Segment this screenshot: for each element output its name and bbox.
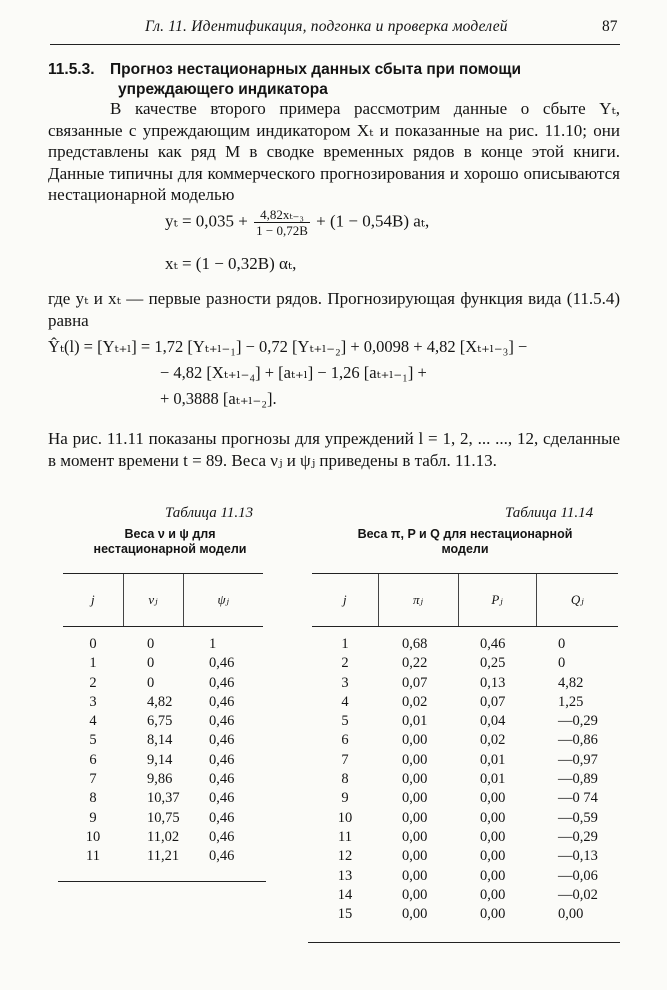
table-11-13-row <box>63 712 263 731</box>
table-11-13-cell: 0,46 <box>209 771 235 788</box>
table-11-13-header-cell: νⱼ <box>123 574 183 627</box>
table-11-13-cell: 0 <box>89 636 97 652</box>
table-11-14-cell: 0,46 <box>480 636 506 652</box>
table-11-13-title-line2: нестационарной модели <box>93 542 247 556</box>
table-11-13-cell: 11,02 <box>147 828 180 845</box>
table-11-14-cell: —0 74 <box>558 790 598 807</box>
table-11-14-cell: 0,02 <box>402 693 428 710</box>
table-11-13-header-cell: ψⱼ <box>183 574 263 627</box>
table-11-13-cell: 8,14 <box>147 732 173 749</box>
table-11-13-row <box>63 654 263 673</box>
table-11-13-row <box>63 847 263 866</box>
table-11-13-cell: 0 <box>147 636 155 652</box>
table-11-14-cell: 7 <box>341 751 349 768</box>
table-11-13-cell: 0,46 <box>209 751 235 768</box>
table-11-14-header-row <box>312 574 618 627</box>
forecast-equation-line1: Ŷₜ(l) = [Yₜ₊ₗ] = 1,72 [Yₜ₊ₗ₋₁] − 0,72 [Yₜ₊ₗ₋₂] + 0,0098 + 4,82 [Xₜ₊ₗ₋₃] − <box>48 337 528 356</box>
page-number: 87 <box>602 18 618 35</box>
table-11-14-cell: 0,07 <box>402 674 428 691</box>
model-equation-1 <box>165 207 429 238</box>
table-11-14-cell: —0,97 <box>558 751 598 768</box>
table-11-14-cell: 0,22 <box>402 655 428 672</box>
eq1-lhs: yₜ = 0,035 + <box>165 211 248 231</box>
table-11-14-cell: 8 <box>341 771 349 788</box>
table-11-14-row <box>312 789 618 808</box>
table-11-14-cell: 6 <box>341 732 349 749</box>
table-11-14-header-cell: j <box>312 574 378 627</box>
table-11-14-cell: 13 <box>337 867 353 884</box>
eq1-fraction <box>254 207 310 238</box>
table-11-14-cell: 0,00 <box>558 906 584 923</box>
section-title-line1: Прогноз нестационарных данных сбыта при помощи <box>110 61 521 78</box>
table-11-14-row <box>312 712 618 731</box>
table-11-14-header-cell: Pⱼ <box>458 574 536 627</box>
table-11-13-cell: 0,46 <box>209 809 235 826</box>
table-11-13-cell: 0,46 <box>209 693 235 710</box>
table-11-13-cell: 11,21 <box>147 848 180 865</box>
paragraph-forecasts-text: На рис. 11.11 показаны прогнозы для упреждений l = 1, 2, ... ..., 12, сделанные в момент времени t = 89. Веса νⱼ и ψⱼ приведены в табл. 11.13. <box>48 429 620 470</box>
table-11-13 <box>63 573 263 867</box>
table-11-13-cell: 0,46 <box>209 732 235 749</box>
table-11-13-header-row <box>63 574 263 627</box>
table-11-13-row <box>63 770 263 789</box>
table-11-13-row <box>63 731 263 750</box>
table-11-13-row <box>63 751 263 770</box>
table-11-13-cell: 1 <box>209 636 217 652</box>
table-11-14-cell: 1 <box>341 636 349 652</box>
table-11-14-cell: 0,00 <box>402 732 428 749</box>
table-11-14-row <box>312 674 618 693</box>
table-11-13-caption: Таблица 11.13 <box>165 505 254 521</box>
table-11-14-title-line1: Веса π, P и Q для нестационарной <box>357 527 573 541</box>
table-11-14-cell: 0,01 <box>402 713 428 730</box>
table-11-13-cell: 0,46 <box>209 713 235 730</box>
table-11-14-cell: 0,01 <box>480 751 506 768</box>
table-11-14-cell: 0,00 <box>480 809 506 826</box>
table-11-14-cell: —0,29 <box>558 713 598 730</box>
table-11-14-row <box>312 654 618 673</box>
table-11-13-cell: 6,75 <box>147 713 173 730</box>
table-11-14-row <box>312 828 618 847</box>
forecast-equation-line3: + 0,3888 [aₜ₊ₗ₋₂]. <box>160 389 277 408</box>
table-11-13-title <box>55 527 285 557</box>
table-11-14-row <box>312 693 618 712</box>
table-11-14-cell: 0,07 <box>480 693 506 710</box>
table-11-13-cell: 0,46 <box>209 790 235 807</box>
table-11-14-cell: 0,00 <box>480 886 506 903</box>
table-11-14-cell: 0,02 <box>480 732 506 749</box>
table-11-13-cell: 4 <box>89 713 97 730</box>
table-11-14-cell: —0,13 <box>558 848 598 865</box>
table-11-13-bottom-rule <box>58 881 266 882</box>
table-11-14-cell: 14 <box>337 886 353 903</box>
table-11-14-cell: 12 <box>337 848 353 865</box>
table-11-13-cell: 11 <box>86 848 100 865</box>
table-11-14-row <box>312 751 618 770</box>
table-11-14-row <box>312 847 618 866</box>
table-11-14-cell: 0,00 <box>402 867 428 884</box>
table-11-14-cell: 0 <box>558 655 566 672</box>
table-11-13-cell: 2 <box>89 674 97 691</box>
table-11-14-row <box>312 867 618 886</box>
table-11-13-row <box>63 635 263 654</box>
table-11-14-cell: 0,00 <box>480 848 506 865</box>
table-11-14-cell: 0,00 <box>480 906 506 923</box>
table-11-14-cell: 0,00 <box>402 848 428 865</box>
eq1-fraction-denominator: 1 − 0,72B <box>256 223 308 238</box>
table-11-14-cell: 0,00 <box>402 886 428 903</box>
paragraph-forecasts <box>48 428 620 471</box>
table-11-14-row <box>312 731 618 750</box>
table-11-13-cell: 10,37 <box>147 790 180 807</box>
table-11-13-cell: 0,46 <box>209 674 235 691</box>
running-header-title: Гл. 11. Идентификация, подгонка и проверка моделей <box>145 18 508 35</box>
table-11-14-cell: 0,00 <box>402 751 428 768</box>
table-11-14-cell: 11 <box>338 828 352 845</box>
table-11-14-caption: Таблица 11.14 <box>505 505 594 521</box>
table-11-14-cell: 0,13 <box>480 674 506 691</box>
table-11-14-cell: 9 <box>341 790 349 807</box>
table-11-13-row <box>63 828 263 847</box>
table-11-13-cell: 10 <box>85 828 101 845</box>
table-11-14-cell: 4,82 <box>558 674 584 691</box>
table-11-14-spacer-row <box>312 627 618 636</box>
eq1-rest: + (1 − 0,54B) aₜ, <box>316 211 430 231</box>
table-11-14-cell: 0,00 <box>402 771 428 788</box>
table-11-13-row <box>63 693 263 712</box>
section-number: 11.5.3. <box>48 61 95 78</box>
table-11-13-cell: 5 <box>89 732 97 749</box>
table-11-14-row <box>312 635 618 654</box>
table-11-14-cell: —0,29 <box>558 828 598 845</box>
table-11-14-bottom-rule <box>308 942 620 943</box>
paragraph-intro-text: В качестве второго примера рассмотрим данные о сбыте Yₜ, связанные с упреждающим индикатором Xₜ и показанные на рис. 11.10; они представлены как ряд M в сводке временных рядов в конце этой книги. Данные типичны для коммерческого прогнозирования и хорошо описываются нестационарной моделью <box>48 99 620 205</box>
table-11-14-cell: —0,06 <box>558 867 598 884</box>
table-11-14-cell: 0,00 <box>402 790 428 807</box>
table-11-13-cell: 0 <box>147 655 155 672</box>
table-11-14-cell: —0,86 <box>558 732 598 749</box>
table-11-13-spacer-row <box>63 627 263 636</box>
table-11-14-cell: 0,01 <box>480 771 506 788</box>
paragraph-forecast-intro-text: где yₜ и xₜ — первые разности рядов. Прогнозирующая функция вида (11.5.4) равна <box>48 289 620 330</box>
table-11-14-cell: 0,00 <box>402 809 428 826</box>
table-11-13-cell: 0,46 <box>209 828 235 845</box>
table-11-14-cell: 5 <box>341 713 349 730</box>
table-11-14-cell: 0,00 <box>402 828 428 845</box>
table-11-14-cell: 0,04 <box>480 713 506 730</box>
table-11-14-header-cell: πⱼ <box>378 574 458 627</box>
table-11-14-cell: 0,00 <box>480 790 506 807</box>
table-11-13-cell: 8 <box>89 790 97 807</box>
table-11-14-title-line2: модели <box>441 542 489 556</box>
eq1-fraction-numerator: 4,82xₜ₋₃ <box>254 207 310 223</box>
table-11-13-cell: 4,82 <box>147 693 173 710</box>
table-11-14-cell: 0 <box>558 636 566 652</box>
table-11-14-cell: 0,25 <box>480 655 506 672</box>
table-11-13-title-line1: Веса ν и ψ для <box>124 527 216 541</box>
table-11-14-cell: —0,02 <box>558 886 598 903</box>
table-11-14-cell: —0,89 <box>558 771 598 788</box>
table-11-14-cell: 0,68 <box>402 636 428 652</box>
table-11-14-header-cell: Qⱼ <box>536 574 618 627</box>
table-11-13-row <box>63 809 263 828</box>
paragraph-forecast-intro <box>48 288 620 331</box>
table-11-13-cell: 3 <box>89 693 97 710</box>
table-11-14-cell: 0,00 <box>480 867 506 884</box>
section-title-line2: упреждающего индикатора <box>118 81 328 98</box>
table-11-14-title <box>310 527 620 557</box>
section-heading <box>48 60 628 100</box>
table-11-13-cell: 0,46 <box>209 655 235 672</box>
table-11-13-cell: 10,75 <box>147 809 180 826</box>
table-11-14-row <box>312 809 618 828</box>
table-11-14-cell: 15 <box>337 906 353 923</box>
table-11-13-row <box>63 789 263 808</box>
table-11-14-row <box>312 886 618 905</box>
forecast-equation-line2: − 4,82 [Xₜ₊ₗ₋₄] + [aₜ₊ₗ] − 1,26 [aₜ₊ₗ₋₁] + <box>160 363 427 382</box>
table-11-14-cell: 4 <box>341 693 349 710</box>
table-11-13-cell: 6 <box>89 751 97 768</box>
table-11-14-cell: 2 <box>341 655 349 672</box>
table-11-14-cell: 1,25 <box>558 693 584 710</box>
table-11-14-cell: 10 <box>337 809 353 826</box>
table-11-13-cell: 1 <box>89 655 97 672</box>
table-11-14-cell: 0,00 <box>402 906 428 923</box>
table-11-13-row <box>63 674 263 693</box>
table-11-13-cell: 9,14 <box>147 751 173 768</box>
table-11-13-cell: 9 <box>89 809 97 826</box>
table-11-14-row <box>312 770 618 789</box>
table-11-13-cell: 0 <box>147 674 155 691</box>
table-11-13-cell: 0,46 <box>209 848 235 865</box>
table-11-14 <box>312 573 618 924</box>
table-11-14-cell: 3 <box>341 674 349 691</box>
table-11-14-row <box>312 905 618 924</box>
table-11-14-cell: 0,00 <box>480 828 506 845</box>
model-equation-2: xₜ = (1 − 0,32B) αₜ, <box>165 254 297 273</box>
table-11-13-cell: 9,86 <box>147 771 173 788</box>
table-11-13-header-cell: j <box>63 574 123 627</box>
paragraph-intro <box>48 98 620 206</box>
table-11-14-cell: —0,59 <box>558 809 598 826</box>
table-11-13-cell: 7 <box>89 771 97 788</box>
header-rule <box>50 44 620 45</box>
